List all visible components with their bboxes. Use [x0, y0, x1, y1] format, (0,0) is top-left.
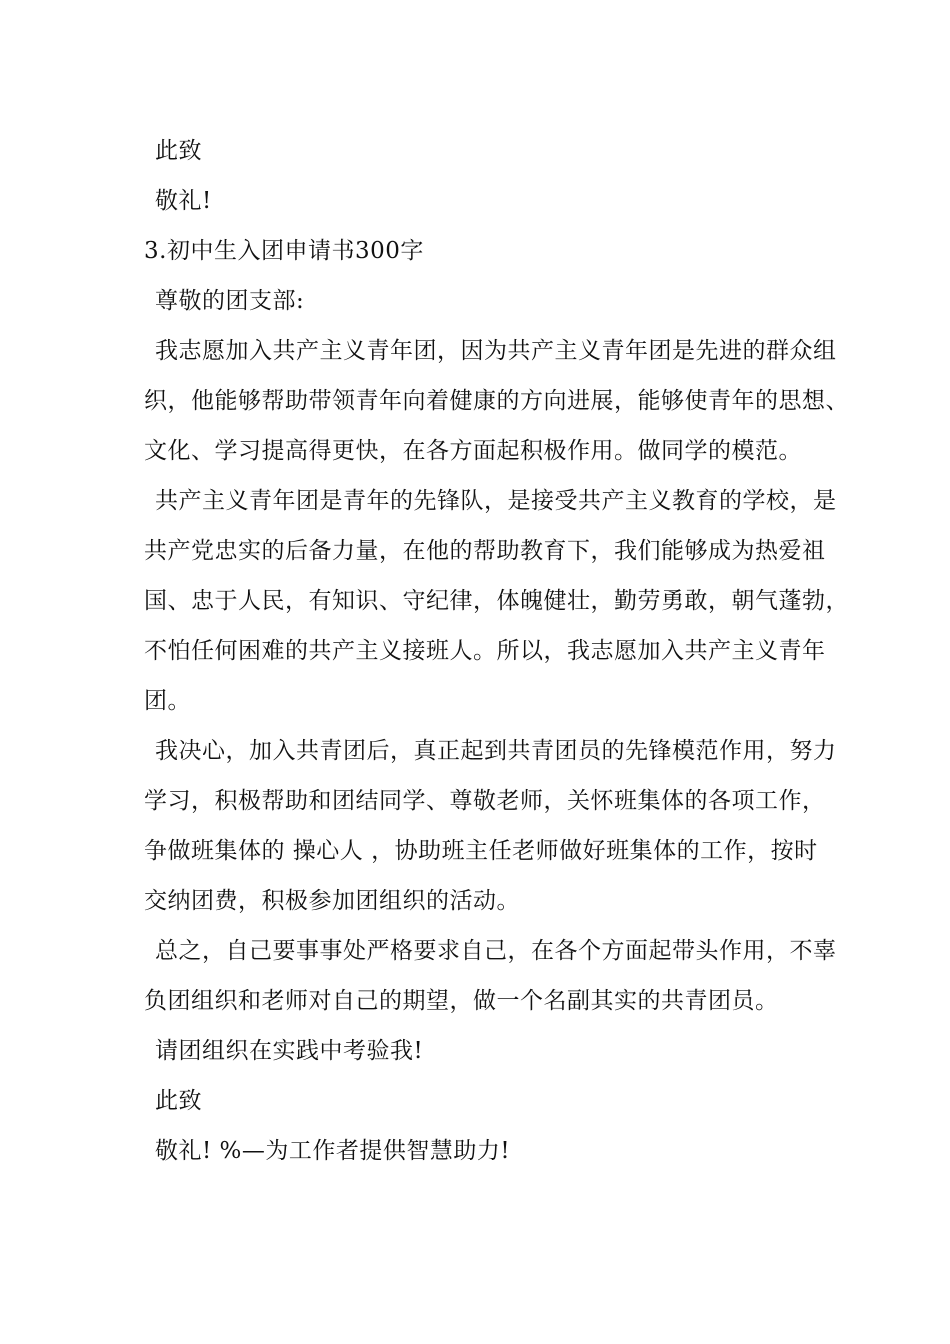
paragraph-1-line-1: 我志愿加入共产主义青年团，因为共产主义青年团是先进的群众组	[155, 338, 837, 364]
closing-line-2: 此致	[155, 1088, 202, 1114]
salute-line-2: 敬礼! %—为工作者提供智慧助力!	[155, 1138, 511, 1164]
paragraph-3-line-3: 争做班集体的 操心人 ，协助班主任老师做好班集体的工作，按时	[144, 838, 818, 864]
closing-line: 此致	[155, 138, 202, 164]
section-heading: 3.初中生入团申请书300字	[144, 238, 424, 264]
paragraph-1-line-2: 织，他能够帮助带领青年向着健康的方向进展，能够使青年的思想、	[144, 388, 849, 414]
salute-line: 敬礼!	[155, 188, 212, 214]
paragraph-2-line-2: 共产党忠实的后备力量，在他的帮助教育下，我们能够成为热爱祖	[144, 538, 826, 564]
paragraph-2-line-1: 共产主义青年团是青年的先锋队，是接受共产主义教育的学校，是	[155, 488, 837, 514]
paragraph-2-line-5: 团。	[144, 688, 191, 714]
paragraph-4-line-1: 总之，自己要事事处严格要求自己，在各个方面起带头作用，不辜	[155, 938, 837, 964]
request-line: 请团组织在实践中考验我!	[155, 1038, 424, 1064]
paragraph-3-line-2: 学习，积极帮助和团结同学、尊敬老师，关怀班集体的各项工作，	[144, 788, 826, 814]
paragraph-1-line-3: 文化、学习提高得更快，在各方面起积极作用。做同学的模范。	[144, 438, 802, 464]
paragraph-4-line-2: 负团组织和老师对自己的期望，做一个名副其实的共青团员。	[144, 988, 779, 1014]
paragraph-2-line-4: 不怕任何困难的共产主义接班人。所以，我志愿加入共产主义青年	[144, 638, 826, 664]
paragraph-3-line-1: 我决心，加入共青团后，真正起到共青团员的先锋模范作用，努力	[155, 738, 837, 764]
paragraph-2-line-3: 国、忠于人民，有知识、守纪律，体魄健壮，勤劳勇敢，朝气蓬勃，	[144, 588, 849, 614]
greeting-line: 尊敬的团支部:	[155, 288, 305, 314]
paragraph-3-line-4: 交纳团费，积极参加团组织的活动。	[144, 888, 520, 914]
